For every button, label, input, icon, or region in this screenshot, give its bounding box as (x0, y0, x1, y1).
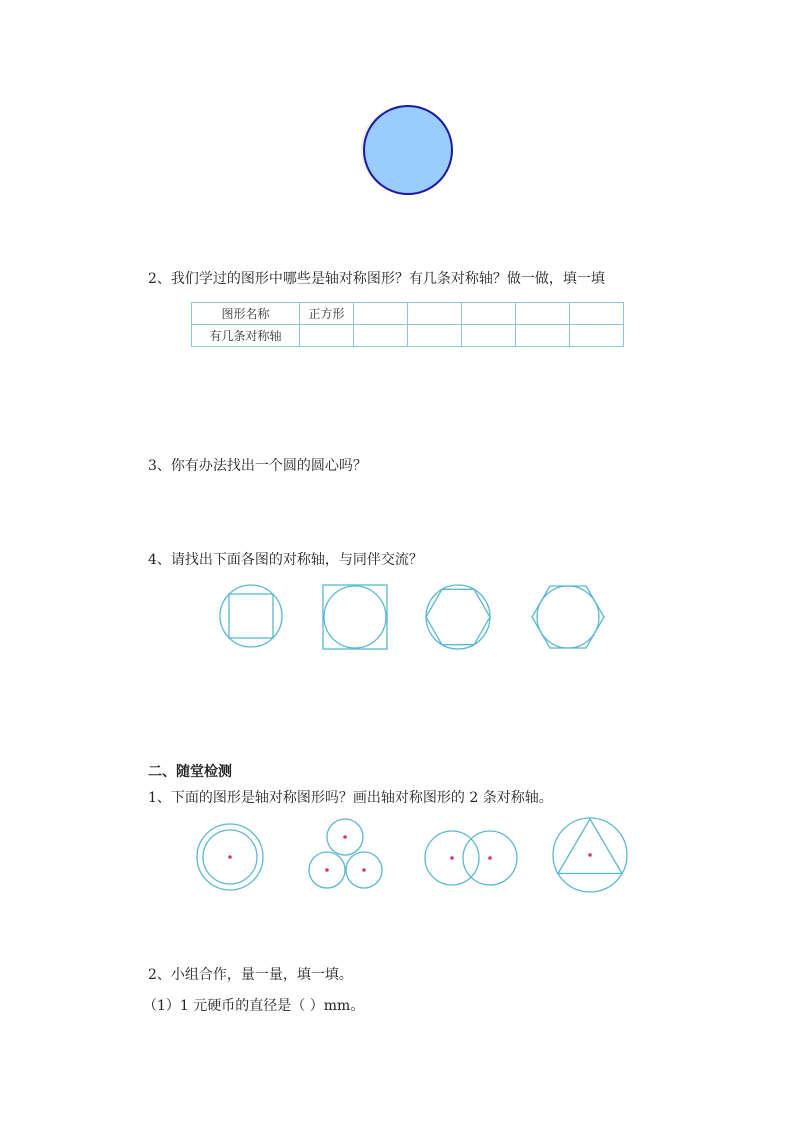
concentric-circles-figure (196, 823, 268, 895)
center-dot (362, 868, 366, 872)
blue-circle-figure (355, 98, 465, 208)
square-inscribed-in-circle-figure (219, 585, 285, 651)
table-cell[interactable] (354, 303, 408, 325)
center-dot (450, 856, 454, 860)
table-cell[interactable] (408, 303, 462, 325)
blue-circle (364, 106, 452, 194)
question-4: 4、请找出下面各图的对称轴，与同伴交流？ (148, 552, 423, 568)
table-row (192, 303, 624, 325)
table-cell[interactable] (516, 325, 570, 347)
overlapping-circles-figure (424, 829, 520, 889)
table-header-shape-name: 图形名称 (192, 303, 300, 325)
circle-inscribed-in-hexagon-figure (530, 584, 606, 652)
symmetry-table (191, 302, 624, 347)
center-dot (325, 868, 329, 872)
table-header-axis-count: 有几条对称轴 (192, 325, 300, 347)
question-3: 3、你有办法找出一个圆的圆心吗？ (148, 458, 367, 474)
section-2-question-2-1: （1）1 元硬币的直径是（ ）mm。 (143, 998, 365, 1014)
table-cell[interactable] (570, 303, 624, 325)
table-cell[interactable] (570, 325, 624, 347)
section-2-question-1: 1、下面的图形是轴对称图形吗？画出轴对称图形的 2 条对称轴。 (148, 790, 553, 806)
table-cell[interactable] (462, 303, 516, 325)
question-2: 2、我们学过的图形中哪些是轴对称图形？有几条对称轴？做一做，填一填 (148, 271, 605, 287)
table-cell[interactable]: 正方形 (300, 303, 354, 325)
three-touching-circles-figure (305, 818, 387, 892)
hexagon-inscribed-in-circle-figure (425, 584, 493, 652)
table-cell[interactable] (516, 303, 570, 325)
center-dot (228, 855, 232, 859)
table-cell[interactable] (354, 325, 408, 347)
section-2-question-2: 2、小组合作，量一量，填一填。 (148, 967, 353, 983)
triangle-in-circle-figure (552, 818, 630, 896)
table-cell[interactable] (408, 325, 462, 347)
table-cell[interactable] (462, 325, 516, 347)
section-2-title: 二、随堂检测 (148, 764, 232, 780)
center-dot (588, 853, 592, 857)
circle-inscribed-in-square-figure (322, 584, 390, 652)
table-row (192, 325, 624, 347)
table-cell[interactable] (300, 325, 354, 347)
center-dot (343, 835, 347, 839)
center-dot (488, 856, 492, 860)
